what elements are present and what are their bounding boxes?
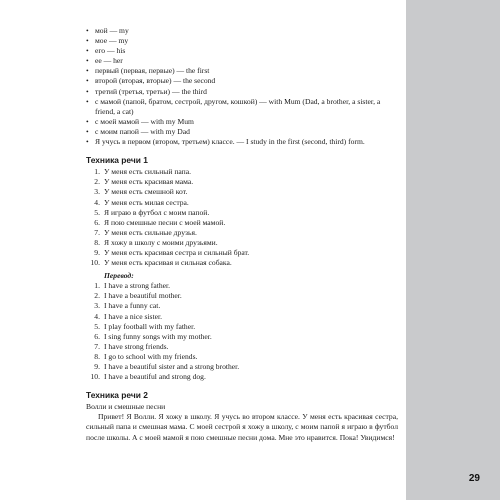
item-text: У меня есть милая сестра. bbox=[104, 197, 189, 207]
vocab-item: • его — his bbox=[86, 46, 398, 56]
item-text: У меня есть красивая мама. bbox=[104, 177, 194, 187]
list-item bbox=[86, 248, 398, 258]
item-number: 4. bbox=[94, 197, 100, 207]
russian-sentence-list bbox=[86, 167, 398, 268]
item-number: 3. bbox=[94, 187, 100, 197]
item-number: 2. bbox=[94, 291, 100, 301]
item-number: 1. bbox=[94, 167, 100, 177]
section1-title: Техника речи 1 bbox=[86, 155, 148, 166]
list-item bbox=[86, 291, 398, 301]
item-text: I have a beautiful and strong dog. bbox=[104, 372, 206, 382]
vocab-item: • с моей мамой — with my Mum bbox=[86, 117, 398, 127]
item-number: 1. bbox=[94, 281, 100, 291]
vocab-item: • с моим папой — with my Dad bbox=[86, 127, 398, 137]
story-paragraph: Привет! Я Волли. Я хожу в школу. Я учусь во втором классе. У меня есть красивая сестра, сильный папа и смешная мама. С моей сестрой я хожу в школу, с моим папой я играю в футбол после школы. А с моей мамой я пою смешные песни дома. Мне это нравится. Пока! Увидимся! bbox=[86, 412, 398, 442]
list-item bbox=[86, 301, 398, 311]
page-content bbox=[86, 26, 398, 443]
item-number: 10. bbox=[90, 372, 100, 382]
list-item bbox=[86, 167, 398, 177]
vocab-item: • мое — my bbox=[86, 36, 398, 46]
item-text: I go to school with my friends. bbox=[104, 351, 198, 361]
item-text: I play football with my father. bbox=[104, 321, 196, 331]
item-text: Я пою смешные песни с моей мамой. bbox=[104, 217, 226, 227]
vocab-item: • третий (третья, третьи) — the third bbox=[86, 87, 398, 97]
list-item bbox=[86, 352, 398, 362]
item-number: 2. bbox=[94, 177, 100, 187]
list-item bbox=[86, 228, 398, 238]
item-text: У меня есть сильные друзья. bbox=[104, 227, 197, 237]
list-item bbox=[86, 187, 398, 197]
list-item bbox=[86, 281, 398, 291]
story-title: Волли и смешные песни bbox=[86, 402, 166, 412]
item-text: I have a strong father. bbox=[104, 281, 170, 291]
page-sidebar bbox=[406, 0, 500, 500]
item-text: У меня есть сильный папа. bbox=[104, 167, 191, 177]
list-item bbox=[86, 198, 398, 208]
section2-title: Техника речи 2 bbox=[86, 390, 148, 401]
item-text: I have strong friends. bbox=[104, 341, 169, 351]
item-number: 6. bbox=[94, 331, 100, 341]
item-text: I have a beautiful sister and a strong brother. bbox=[104, 362, 240, 371]
vocab-list bbox=[86, 26, 398, 147]
item-number: 6. bbox=[94, 217, 100, 227]
item-text: I have a funny cat. bbox=[104, 301, 161, 311]
list-item bbox=[86, 218, 398, 228]
item-number: 10. bbox=[90, 258, 100, 268]
item-text: У меня есть смешной кот. bbox=[104, 187, 188, 197]
list-item bbox=[86, 208, 398, 218]
item-text: I have a nice sister. bbox=[104, 311, 162, 321]
list-item bbox=[86, 332, 398, 342]
page-number: 29 bbox=[468, 473, 480, 484]
item-number: 9. bbox=[94, 247, 100, 257]
item-text: У меня есть красивая и сильная собака. bbox=[104, 258, 232, 268]
item-number: 4. bbox=[94, 311, 100, 321]
item-text: I have a beautiful mother. bbox=[104, 291, 182, 301]
item-number: 9. bbox=[94, 362, 100, 371]
vocab-item: • первый (первая, первые) — the first bbox=[86, 66, 398, 76]
list-item bbox=[86, 312, 398, 322]
vocab-item: • мой — my bbox=[86, 26, 398, 36]
item-number: 7. bbox=[94, 341, 100, 351]
item-text: У меня есть красивая сестра и сильный брат. bbox=[104, 247, 250, 257]
translation-label: Перевод: bbox=[104, 271, 134, 281]
item-text: Я хожу в школу с моими друзьями. bbox=[104, 237, 218, 247]
list-item bbox=[86, 342, 398, 352]
list-item bbox=[86, 322, 398, 332]
item-number: 7. bbox=[94, 227, 100, 237]
vocab-item: • ее — her bbox=[86, 56, 398, 66]
item-number: 8. bbox=[94, 237, 100, 247]
list-item bbox=[86, 238, 398, 248]
vocab-item: • второй (вторая, вторые) — the second bbox=[86, 76, 398, 86]
item-text: I sing funny songs with my mother. bbox=[104, 331, 212, 341]
item-number: 5. bbox=[94, 207, 100, 217]
item-number: 5. bbox=[94, 321, 100, 331]
list-item bbox=[86, 372, 398, 382]
list-item bbox=[86, 258, 398, 268]
item-number: 3. bbox=[94, 301, 100, 311]
list-item bbox=[86, 177, 398, 187]
vocab-item: • с мамой (папой, братом, сестрой, другом, кошкой) — with Mum (Dad, a brother, a sister, a friend, a cat) bbox=[86, 97, 398, 117]
item-text: Я играю в футбол с моим папой. bbox=[104, 207, 210, 217]
english-translation-list bbox=[86, 281, 398, 382]
vocab-item: • Я учусь в первом (втором, третьем) классе. — I study in the first (second, third) form. bbox=[86, 137, 398, 147]
item-number: 8. bbox=[94, 351, 100, 361]
list-item bbox=[86, 362, 398, 372]
